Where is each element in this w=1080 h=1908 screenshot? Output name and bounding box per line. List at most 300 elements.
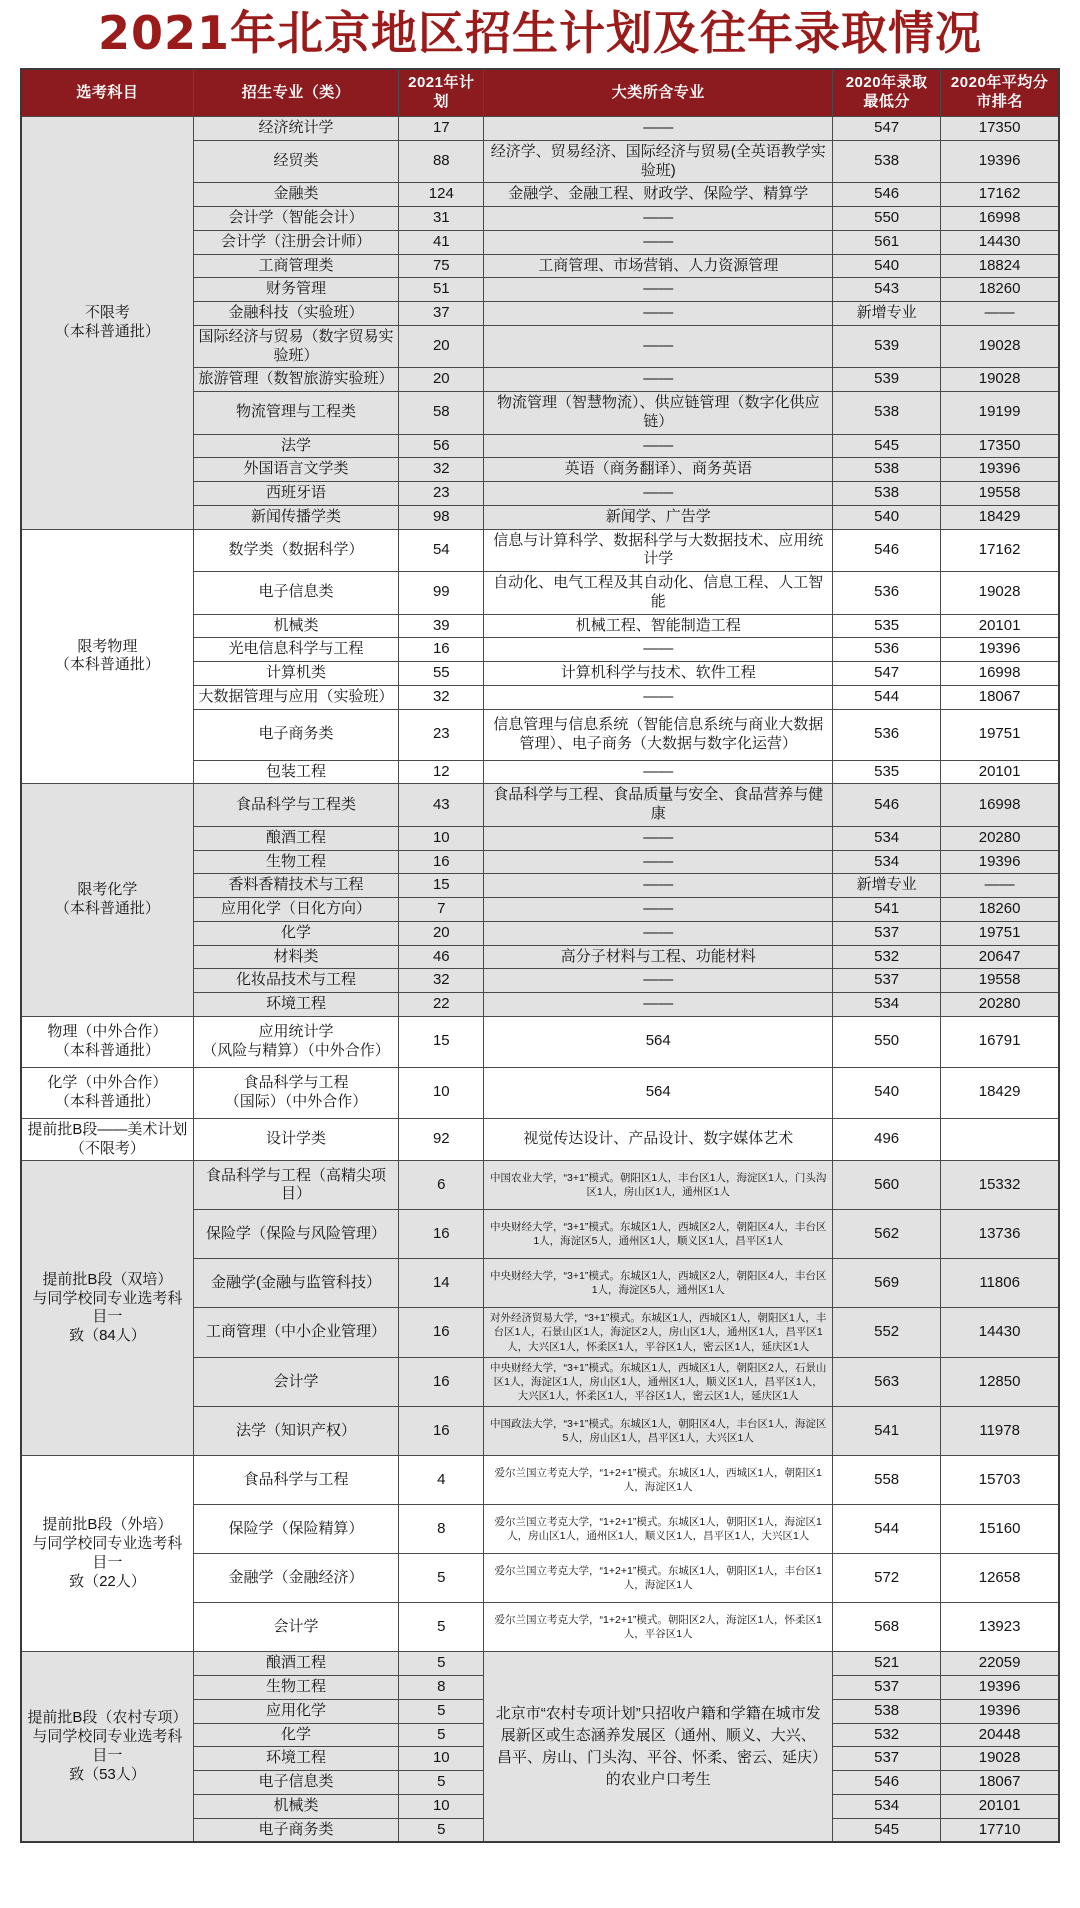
col-header-min-score-line1: 2020年录取 [845, 74, 928, 92]
contains-majors-cell: —— [484, 482, 833, 506]
plan-count-cell: 5 [399, 1723, 484, 1747]
major-cell: 金融学(金融与监管科技） [193, 1259, 398, 1308]
major-cell: 生物工程 [193, 1676, 398, 1700]
rank-cell: 14430 [941, 1308, 1059, 1358]
rank-cell: 16791 [941, 1016, 1059, 1067]
rank-cell: 22059 [941, 1652, 1059, 1676]
min-score-cell: 544 [833, 685, 941, 709]
table-row [21, 529, 1059, 572]
major-cell: 会计学 [193, 1357, 398, 1407]
rank-cell: 20101 [941, 760, 1059, 784]
plan-count-cell: 15 [399, 874, 484, 898]
major-cell: 机械类 [193, 1794, 398, 1818]
subject-cell [21, 117, 193, 530]
plan-count-cell: 54 [399, 529, 484, 572]
plan-count-cell: 5 [399, 1771, 484, 1795]
contains-majors-cell: 爱尔兰国立考克大学，“1+2+1”模式。朝阳区2人，海淀区1人，怀柔区1人，平谷区1人 [484, 1603, 833, 1652]
major-cell: 食品科学与工程（高精尖项目） [193, 1161, 398, 1210]
min-score-cell: 534 [833, 850, 941, 874]
major-cell: 金融科技（实验班） [193, 302, 398, 326]
col-header-major: 招生专业（类） [193, 69, 398, 117]
contains-majors-cell: 564 [484, 1016, 833, 1067]
rank-cell: 19199 [941, 392, 1059, 435]
major-cell: 物流管理与工程类 [193, 392, 398, 435]
contains-majors-cell: —— [484, 874, 833, 898]
rank-cell: 16998 [941, 662, 1059, 686]
plan-count-cell: 5 [399, 1699, 484, 1723]
min-score-cell: 572 [833, 1554, 941, 1603]
major-cell: 设计学类 [193, 1118, 398, 1161]
major-cell: 酿酒工程 [193, 1652, 398, 1676]
contains-majors-cell: 中国农业大学，“3+1”模式。朝阳区1人，丰台区1人，海淀区1人，门头沟区1人，房山区1人，通州区1人 [484, 1161, 833, 1210]
group-note-cell: 北京市“农村专项计划”只招收户籍和学籍在城市发展新区或生态涵养发展区（通州、顺义、大兴、昌平、房山、门头沟、平谷、怀柔、密云、延庆）的农业户口考生 [484, 1652, 833, 1843]
min-score-cell: 540 [833, 254, 941, 278]
major-cell: 应用化学（日化方向） [193, 898, 398, 922]
rank-cell: 19558 [941, 969, 1059, 993]
major-cell: 金融类 [193, 183, 398, 207]
subject-line: （本科普通批） [54, 656, 160, 674]
major-cell: 光电信息科学与工程 [193, 638, 398, 662]
plan-count-cell: 56 [399, 434, 484, 458]
major-cell: 电子信息类 [193, 1771, 398, 1795]
contains-majors-cell: 新闻学、广告学 [484, 505, 833, 529]
contains-majors-cell: —— [484, 921, 833, 945]
contains-majors-cell: —— [484, 434, 833, 458]
contains-majors-cell: 爱尔兰国立考克大学，“1+2+1”模式。东城区1人，朝阳区1人，丰台区1人，海淀区1人 [484, 1554, 833, 1603]
min-score-cell: 547 [833, 662, 941, 686]
contains-majors-cell: 金融学、金融工程、财政学、保险学、精算学 [484, 183, 833, 207]
rank-cell: 18067 [941, 1771, 1059, 1795]
plan-count-cell: 10 [399, 1067, 484, 1118]
plan-count-cell: 16 [399, 638, 484, 662]
plan-count-cell: 7 [399, 898, 484, 922]
subject-line: 物理（中外合作） [47, 1023, 168, 1040]
subject-line: （不限考） [69, 1139, 145, 1157]
rank-cell: 15703 [941, 1456, 1059, 1505]
plan-count-cell: 98 [399, 505, 484, 529]
table-body [21, 117, 1059, 1843]
min-score-cell: 569 [833, 1259, 941, 1308]
major-cell: 电子商务类 [193, 709, 398, 760]
rank-cell: 16998 [941, 207, 1059, 231]
major-cell: 保险学（保险精算） [193, 1505, 398, 1554]
subject-line: （本科普通批） [54, 1041, 160, 1059]
rank-cell: 17710 [941, 1818, 1059, 1842]
major-cell: 食品科学与工程类 [193, 784, 398, 827]
min-score-cell: 532 [833, 1723, 941, 1747]
contains-majors-cell: 爱尔兰国立考克大学，“1+2+1”模式。东城区1人，朝阳区1人，海淀区1人，房山区1人，通州区1人，顺义区1人，昌平区1人，大兴区1人 [484, 1505, 833, 1554]
min-score-cell: 562 [833, 1210, 941, 1259]
rank-cell: 17162 [941, 183, 1059, 207]
major-cell: 化妆品技术与工程 [193, 969, 398, 993]
plan-count-cell: 5 [399, 1554, 484, 1603]
min-score-cell: 550 [833, 1016, 941, 1067]
plan-count-cell: 43 [399, 784, 484, 827]
plan-count-cell: 15 [399, 1016, 484, 1067]
min-score-cell: 538 [833, 458, 941, 482]
subject-line: （本科普通批） [54, 322, 160, 340]
rank-cell: 20101 [941, 614, 1059, 638]
min-score-cell: 558 [833, 1456, 941, 1505]
contains-majors-cell: —— [484, 898, 833, 922]
rank-cell: 11806 [941, 1259, 1059, 1308]
table-row [21, 1161, 1059, 1210]
page-title-wrap [0, 0, 1080, 68]
table-container [0, 68, 1080, 1853]
subject-line: 致（22人） [69, 1572, 146, 1590]
subject-cell [21, 1161, 193, 1456]
plan-count-cell: 12 [399, 760, 484, 784]
col-header-plan: 2021年计划 [399, 69, 484, 117]
contains-majors-cell: 中央财经大学，“3+1”模式。东城区1人，西城区2人，朝阳区4人，丰台区1人，海淀区5人，通州区1人 [484, 1259, 833, 1308]
min-score-cell: 547 [833, 117, 941, 141]
min-score-cell: 538 [833, 482, 941, 506]
table-head [21, 69, 1059, 117]
subject-line: 致（84人） [69, 1327, 146, 1345]
min-score-cell: 新增专业 [833, 874, 941, 898]
page-title: 2021年北京地区招生计划及往年录取情况 [97, 6, 983, 60]
rank-cell: 15332 [941, 1161, 1059, 1210]
min-score-cell: 543 [833, 278, 941, 302]
subject-line: 与同学校同专业选考科目一 [32, 1728, 183, 1764]
rank-cell: 19751 [941, 921, 1059, 945]
major-cell: 经济统计学 [193, 117, 398, 141]
subject-cell [21, 529, 193, 784]
plan-count-cell: 8 [399, 1505, 484, 1554]
contains-majors-cell: —— [484, 278, 833, 302]
rank-cell: —— [941, 874, 1059, 898]
major-cell: 保险学（保险与风险管理） [193, 1210, 398, 1259]
contains-majors-cell: 机械工程、智能制造工程 [484, 614, 833, 638]
rank-cell: 18429 [941, 505, 1059, 529]
contains-majors-cell: —— [484, 969, 833, 993]
plan-count-cell: 58 [399, 392, 484, 435]
major-cell [193, 1016, 398, 1067]
rank-cell: 20448 [941, 1723, 1059, 1747]
contains-majors-cell: 564 [484, 1067, 833, 1118]
plan-count-cell: 16 [399, 1210, 484, 1259]
contains-majors-cell: —— [484, 207, 833, 231]
rank-cell: 17350 [941, 117, 1059, 141]
subject-cell [21, 1118, 193, 1161]
min-score-cell: 550 [833, 207, 941, 231]
contains-majors-cell: 爱尔兰国立考克大学，“1+2+1”模式。东城区1人，西城区1人，朝阳区1人，海淀区1人 [484, 1456, 833, 1505]
subject-line: （本科普通批） [54, 1092, 160, 1110]
header-row [21, 69, 1059, 117]
major-cell: 法学 [193, 434, 398, 458]
plan-count-cell: 46 [399, 945, 484, 969]
min-score-cell: 537 [833, 1747, 941, 1771]
major-line: （国际）（中外合作） [224, 1092, 368, 1110]
major-cell: 会计学（注册会计师） [193, 230, 398, 254]
min-score-cell: 537 [833, 921, 941, 945]
major-cell: 外国语言文学类 [193, 458, 398, 482]
major-cell [193, 1067, 398, 1118]
major-cell: 经贸类 [193, 140, 398, 183]
min-score-cell: 534 [833, 826, 941, 850]
min-score-cell: 538 [833, 1699, 941, 1723]
min-score-cell: 532 [833, 945, 941, 969]
major-cell: 包装工程 [193, 760, 398, 784]
min-score-cell: 537 [833, 969, 941, 993]
major-cell: 计算机类 [193, 662, 398, 686]
major-cell: 食品科学与工程 [193, 1456, 398, 1505]
plan-count-cell: 16 [399, 1407, 484, 1456]
min-score-cell: 568 [833, 1603, 941, 1652]
subject-line: （本科普通批） [54, 900, 160, 917]
min-score-cell: 536 [833, 709, 941, 760]
rank-cell: 20280 [941, 826, 1059, 850]
rank-cell: 18824 [941, 254, 1059, 278]
plan-count-cell: 75 [399, 254, 484, 278]
major-cell: 机械类 [193, 614, 398, 638]
contains-majors-cell: —— [484, 850, 833, 874]
plan-count-cell: 20 [399, 921, 484, 945]
col-header-min-score-line2: 最低分 [863, 93, 910, 110]
major-line: 食品科学与工程 [243, 1074, 349, 1091]
subject-line: 不限考 [84, 304, 130, 321]
min-score-cell: 546 [833, 183, 941, 207]
rank-cell: 17162 [941, 529, 1059, 572]
major-cell: 环境工程 [193, 1747, 398, 1771]
min-score-cell: 538 [833, 140, 941, 183]
plan-count-cell: 124 [399, 183, 484, 207]
plan-count-cell: 10 [399, 826, 484, 850]
min-score-cell: 新增专业 [833, 302, 941, 326]
min-score-cell: 536 [833, 638, 941, 662]
major-cell: 酿酒工程 [193, 826, 398, 850]
plan-count-cell: 8 [399, 1676, 484, 1700]
table-row [21, 1456, 1059, 1505]
subject-cell [21, 784, 193, 1017]
subject-cell [21, 1067, 193, 1118]
subject-line: 与同学校同专业选考科目一 [32, 1289, 183, 1326]
rank-cell: 18260 [941, 278, 1059, 302]
rank-cell: 13736 [941, 1210, 1059, 1259]
table-row [21, 117, 1059, 141]
min-score-cell: 535 [833, 760, 941, 784]
rank-cell: 19028 [941, 325, 1059, 368]
subject-cell [21, 1016, 193, 1067]
min-score-cell: 546 [833, 1771, 941, 1795]
subject-cell [21, 1652, 193, 1843]
contains-majors-cell: —— [484, 368, 833, 392]
col-header-subject: 选考科目 [21, 69, 193, 117]
contains-majors-cell: —— [484, 302, 833, 326]
rank-cell: 19751 [941, 709, 1059, 760]
col-header-min-score [833, 69, 941, 117]
contains-majors-cell: 英语（商务翻译）、商务英语 [484, 458, 833, 482]
rank-cell: 19396 [941, 140, 1059, 183]
plan-count-cell: 32 [399, 969, 484, 993]
major-cell: 会计学 [193, 1603, 398, 1652]
major-cell: 电子商务类 [193, 1818, 398, 1842]
rank-cell: 19396 [941, 1699, 1059, 1723]
rank-cell: 14430 [941, 230, 1059, 254]
contains-majors-cell: 中央财经大学，“3+1”模式。东城区1人，西城区1人，朝阳区2人，石景山区1人，海淀区1人，房山区1人，通州区1人，顺义区1人，昌平区1人，大兴区1人，怀柔区1人，平谷区1人，密云区1人，延庆区1人 [484, 1357, 833, 1407]
contains-majors-cell: 食品科学与工程、食品质量与安全、食品营养与健康 [484, 784, 833, 827]
plan-count-cell: 5 [399, 1603, 484, 1652]
min-score-cell: 546 [833, 784, 941, 827]
plan-count-cell: 22 [399, 993, 484, 1017]
plan-count-cell: 55 [399, 662, 484, 686]
contains-majors-cell: 工商管理、市场营销、人力资源管理 [484, 254, 833, 278]
table-row [21, 1067, 1059, 1118]
rank-cell: 19396 [941, 458, 1059, 482]
min-score-cell: 535 [833, 614, 941, 638]
rank-cell: 11978 [941, 1407, 1059, 1456]
major-cell: 工商管理（中小企业管理） [193, 1308, 398, 1358]
min-score-cell: 560 [833, 1161, 941, 1210]
contains-majors-cell: —— [484, 760, 833, 784]
contains-majors-cell: —— [484, 230, 833, 254]
major-cell: 法学（知识产权） [193, 1407, 398, 1456]
min-score-cell: 539 [833, 325, 941, 368]
rank-cell: 16998 [941, 784, 1059, 827]
plan-count-cell: 16 [399, 850, 484, 874]
plan-count-cell: 51 [399, 278, 484, 302]
min-score-cell: 521 [833, 1652, 941, 1676]
min-score-cell: 534 [833, 1794, 941, 1818]
major-cell: 化学 [193, 921, 398, 945]
contains-majors-cell: 计算机科学与技术、软件工程 [484, 662, 833, 686]
subject-line: 与同学校同专业选考科目一 [32, 1535, 183, 1571]
rank-cell: 17350 [941, 434, 1059, 458]
major-cell: 西班牙语 [193, 482, 398, 506]
major-line: 应用统计学 [258, 1023, 334, 1040]
min-score-cell: 561 [833, 230, 941, 254]
rank-cell: 19396 [941, 1676, 1059, 1700]
min-score-cell: 496 [833, 1118, 941, 1161]
plan-count-cell: 10 [399, 1747, 484, 1771]
plan-count-cell: 10 [399, 1794, 484, 1818]
plan-count-cell: 32 [399, 685, 484, 709]
plan-count-cell: 88 [399, 140, 484, 183]
plan-count-cell: 16 [399, 1308, 484, 1358]
plan-count-cell: 41 [399, 230, 484, 254]
major-cell: 化学 [193, 1723, 398, 1747]
min-score-cell: 546 [833, 529, 941, 572]
plan-count-cell: 5 [399, 1818, 484, 1842]
major-cell: 国际经济与贸易（数字贸易实验班） [193, 325, 398, 368]
plan-count-cell: 32 [399, 458, 484, 482]
min-score-cell: 545 [833, 1818, 941, 1842]
major-cell: 香料香精技术与工程 [193, 874, 398, 898]
subject-line: 提前批B段（双培） [42, 1270, 173, 1288]
major-line: （风险与精算）（中外合作） [202, 1041, 390, 1059]
contains-majors-cell: 中国政法大学，“3+1”模式。东城区1人，朝阳区4人，丰台区1人，海淀区5人，房山区1人，昌平区1人，大兴区1人 [484, 1407, 833, 1456]
rank-cell: 13923 [941, 1603, 1059, 1652]
rank-cell: 20101 [941, 1794, 1059, 1818]
plan-count-cell: 39 [399, 614, 484, 638]
plan-count-cell: 14 [399, 1259, 484, 1308]
contains-majors-cell: 经济学、贸易经济、国际经济与贸易(全英语教学实验班) [484, 140, 833, 183]
contains-majors-cell: 信息与计算科学、数据科学与大数据技术、应用统计学 [484, 529, 833, 572]
plan-count-cell: 31 [399, 207, 484, 231]
major-cell: 电子信息类 [193, 572, 398, 615]
rank-cell: 18260 [941, 898, 1059, 922]
subject-cell [21, 1456, 193, 1652]
contains-majors-cell: —— [484, 826, 833, 850]
table-row [21, 1016, 1059, 1067]
rank-cell: 20280 [941, 993, 1059, 1017]
rank-cell: 19558 [941, 482, 1059, 506]
min-score-cell: 544 [833, 1505, 941, 1554]
major-cell: 数学类（数据科学） [193, 529, 398, 572]
min-score-cell: 537 [833, 1676, 941, 1700]
plan-count-cell: 6 [399, 1161, 484, 1210]
contains-majors-cell: —— [484, 685, 833, 709]
contains-majors-cell: 视觉传达设计、产品设计、数字媒体艺术 [484, 1118, 833, 1161]
col-header-rank-line2: 市排名 [976, 93, 1023, 110]
col-header-rank-line1: 2020年平均分 [950, 74, 1049, 92]
min-score-cell: 545 [833, 434, 941, 458]
rank-cell: 19028 [941, 572, 1059, 615]
major-cell: 金融学（金融经济） [193, 1554, 398, 1603]
plan-count-cell: 99 [399, 572, 484, 615]
major-cell: 会计学（智能会计） [193, 207, 398, 231]
major-cell: 新闻传播学类 [193, 505, 398, 529]
contains-majors-cell: —— [484, 117, 833, 141]
rank-cell: —— [941, 302, 1059, 326]
major-cell: 环境工程 [193, 993, 398, 1017]
major-cell: 应用化学 [193, 1699, 398, 1723]
major-cell: 材料类 [193, 945, 398, 969]
plan-count-cell: 23 [399, 709, 484, 760]
rank-cell: 20647 [941, 945, 1059, 969]
plan-count-cell: 23 [399, 482, 484, 506]
table-row [21, 1118, 1059, 1161]
contains-majors-cell: 物流管理（智慧物流）、供应链管理（数字化供应链） [484, 392, 833, 435]
min-score-cell: 539 [833, 368, 941, 392]
plan-count-cell: 16 [399, 1357, 484, 1407]
contains-majors-cell: —— [484, 325, 833, 368]
major-cell: 财务管理 [193, 278, 398, 302]
plan-count-cell: 5 [399, 1652, 484, 1676]
plan-count-cell: 20 [399, 325, 484, 368]
plan-count-cell: 4 [399, 1456, 484, 1505]
min-score-cell: 563 [833, 1357, 941, 1407]
subject-line: 致（53人） [69, 1765, 146, 1783]
plan-count-cell: 37 [399, 302, 484, 326]
admissions-plan-table [20, 68, 1060, 1843]
rank-cell: 19396 [941, 638, 1059, 662]
rank-cell: 12850 [941, 1357, 1059, 1407]
min-score-cell: 538 [833, 392, 941, 435]
rank-cell: 12658 [941, 1554, 1059, 1603]
col-header-contains: 大类所含专业 [484, 69, 833, 117]
min-score-cell: 541 [833, 898, 941, 922]
min-score-cell: 540 [833, 1067, 941, 1118]
rank-cell: 19028 [941, 368, 1059, 392]
min-score-cell: 541 [833, 1407, 941, 1456]
major-cell: 大数据管理与应用（实验班） [193, 685, 398, 709]
col-header-rank [941, 69, 1059, 117]
min-score-cell: 536 [833, 572, 941, 615]
table-row [21, 784, 1059, 827]
rank-cell: 18429 [941, 1067, 1059, 1118]
plan-count-cell: 92 [399, 1118, 484, 1161]
major-cell: 旅游管理（数智旅游实验班） [193, 368, 398, 392]
min-score-cell: 540 [833, 505, 941, 529]
contains-majors-cell: 高分子材料与工程、功能材料 [484, 945, 833, 969]
rank-cell: 19396 [941, 850, 1059, 874]
subject-line: 提前批B段（农村专项） [27, 1709, 188, 1727]
contains-majors-cell: 中央财经大学，“3+1”模式。东城区1人，西城区2人，朝阳区4人，丰台区1人，海淀区5人，通州区1人，顺义区1人，昌平区1人 [484, 1210, 833, 1259]
contains-majors-cell: —— [484, 993, 833, 1017]
min-score-cell: 534 [833, 993, 941, 1017]
subject-line: 限考物理 [77, 637, 138, 655]
